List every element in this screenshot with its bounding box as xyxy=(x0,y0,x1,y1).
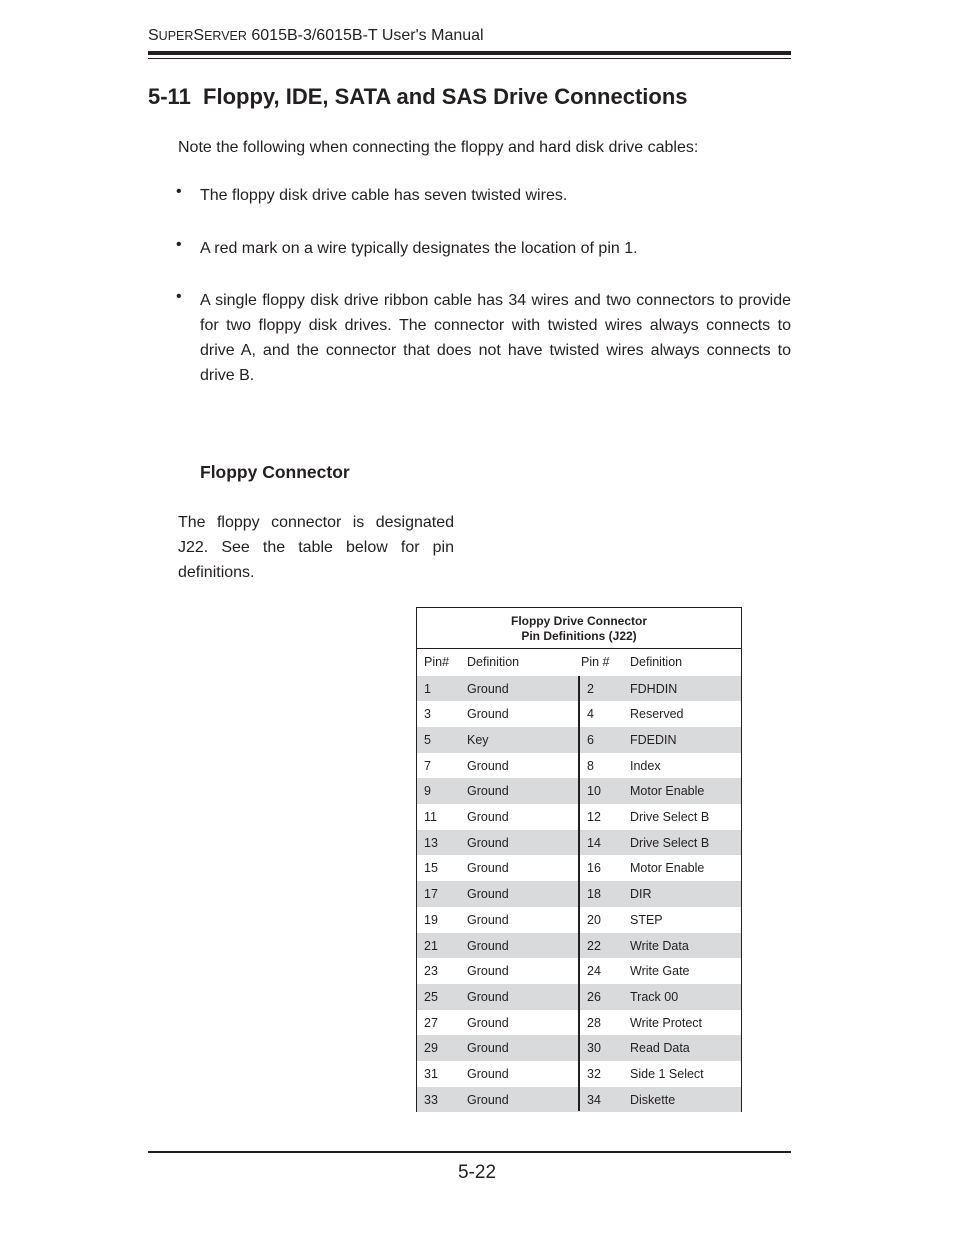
cell-pin-right: 4 xyxy=(587,707,594,722)
header-smallcaps-2: ERVER xyxy=(204,29,247,43)
header-pin-left: Pin# xyxy=(424,655,450,669)
bullet-marker-2: • xyxy=(176,236,182,253)
cell-definition-left: Ground xyxy=(467,758,509,773)
cell-definition-left: Ground xyxy=(467,707,509,722)
cell-pin-left: 31 xyxy=(424,1067,438,1081)
bullet-text-2: A red mark on a wire typically designates the location of pin 1. xyxy=(200,240,638,257)
section-title: 5-11 Floppy, IDE, SATA and SAS Drive Connections xyxy=(148,84,688,109)
table-header-row xyxy=(417,650,741,675)
bullet-marker-3: • xyxy=(176,288,182,305)
cell-pin-left: 17 xyxy=(424,887,438,902)
cell-pin-right: 14 xyxy=(587,835,601,850)
header-smallcaps-1: UPER xyxy=(158,29,194,43)
cell-pin-left: 15 xyxy=(424,861,438,876)
cell-definition-left: Ground xyxy=(467,989,509,1004)
header-rule-thick xyxy=(148,51,791,55)
cell-pin-right: 10 xyxy=(587,784,601,799)
header-rule-thin xyxy=(148,58,791,59)
pin-definitions-table xyxy=(416,607,742,1112)
header-definition-right: Definition xyxy=(630,655,683,669)
cell-pin-left: 27 xyxy=(424,1015,438,1030)
cell-pin-right: 6 xyxy=(587,732,594,747)
cell-pin-left: 11 xyxy=(424,810,437,824)
header-title-rest: 6015B-3/6015B-T User's Manual xyxy=(246,27,484,44)
cell-definition-left: Ground xyxy=(467,835,509,850)
cell-definition-right: Read Data xyxy=(630,1041,690,1056)
cell-pin-right: 12 xyxy=(587,810,601,824)
cell-pin-left: 13 xyxy=(424,835,438,850)
cell-definition-right: Track 00 xyxy=(630,989,679,1004)
cell-pin-left: 21 xyxy=(424,938,438,953)
cell-definition-left: Ground xyxy=(467,1015,509,1030)
cell-definition-right: Index xyxy=(630,758,661,773)
cell-definition-left: Key xyxy=(467,732,489,747)
cell-definition-right: FDEDIN xyxy=(630,732,677,747)
cell-pin-left: 9 xyxy=(424,784,431,799)
cell-definition-left: Ground xyxy=(467,861,509,876)
cell-pin-left: 7 xyxy=(424,758,431,773)
cell-definition-left: Ground xyxy=(467,810,509,824)
bullet-marker-1: • xyxy=(176,183,182,200)
cell-definition-right: Motor Enable xyxy=(630,784,705,799)
cell-definition-left: Ground xyxy=(467,938,509,953)
cell-pin-right: 32 xyxy=(587,1067,601,1081)
cell-definition-right: Drive Select B xyxy=(630,835,710,850)
cell-definition-right: STEP xyxy=(630,912,663,927)
cell-pin-right: 20 xyxy=(587,912,601,927)
cell-pin-right: 18 xyxy=(587,887,601,902)
header-definition-left: Definition xyxy=(467,655,520,669)
cell-definition-right: DIR xyxy=(630,887,652,902)
cell-pin-right: 26 xyxy=(587,989,601,1004)
cell-definition-right: Side 1 Select xyxy=(630,1067,704,1081)
cell-pin-left: 5 xyxy=(424,732,431,747)
header-cap-s2: S xyxy=(193,27,205,44)
cell-pin-left: 25 xyxy=(424,989,438,1004)
cell-definition-right: Write Data xyxy=(630,938,689,953)
cell-definition-left: Ground xyxy=(467,1092,509,1107)
cell-pin-left: 23 xyxy=(424,964,438,979)
cell-pin-right: 2 xyxy=(587,681,594,696)
cell-pin-right: 30 xyxy=(587,1041,601,1056)
running-header xyxy=(148,27,484,45)
cell-pin-left: 33 xyxy=(424,1092,438,1107)
cell-definition-right: Write Gate xyxy=(630,964,690,979)
cell-definition-right: Motor Enable xyxy=(630,861,705,876)
cell-definition-right: FDHDIN xyxy=(630,681,678,696)
table-caption-line2: Pin Definitions (J22) xyxy=(521,629,637,643)
cell-pin-right: 22 xyxy=(587,938,601,953)
table-caption xyxy=(417,608,741,649)
bullet-text-3: A single floppy disk drive ribbon cable has 34 wires and two connectors to provide for two floppy disk drives. The connector with twisted wires always connects to drive A, and the connector that does not have twisted wires always connects to drive B. xyxy=(200,292,791,384)
cell-definition-left: Ground xyxy=(467,912,509,927)
floppy-connector-title: Floppy Connector xyxy=(200,462,350,482)
cell-definition-left: Ground xyxy=(467,1067,509,1081)
cell-definition-right: Drive Select B xyxy=(630,810,710,824)
cell-definition-left: Ground xyxy=(467,784,509,799)
cell-definition-left: Ground xyxy=(467,964,509,979)
cell-definition-left: Ground xyxy=(467,1041,509,1056)
cell-pin-right: 8 xyxy=(587,758,594,773)
cell-definition-right: Write Protect xyxy=(630,1015,703,1030)
floppy-connector-text: The floppy connector is designated J22. See the table below for pin definitions. xyxy=(178,514,454,581)
intro-paragraph: Note the following when connecting the floppy and hard disk drive cables: xyxy=(178,139,699,156)
cell-pin-left: 1 xyxy=(424,681,431,696)
cell-definition-left: Ground xyxy=(467,681,509,696)
table-caption-line1: Floppy Drive Connector xyxy=(510,614,647,628)
cell-pin-right: 24 xyxy=(587,964,601,979)
cell-definition-right: Diskette xyxy=(630,1092,676,1107)
cell-definition-left: Ground xyxy=(467,887,509,902)
bullet-text-1: The floppy disk drive cable has seven twisted wires. xyxy=(200,187,568,204)
cell-pin-left: 19 xyxy=(424,912,438,927)
header-pin-right: Pin # xyxy=(581,655,610,669)
page-number: 5-22 xyxy=(457,1162,497,1183)
cell-definition-right: Reserved xyxy=(630,707,684,722)
cell-pin-left: 3 xyxy=(424,707,431,722)
cell-pin-right: 16 xyxy=(587,861,601,876)
header-cap-s1: S xyxy=(148,27,159,44)
column-divider xyxy=(578,676,580,1111)
cell-pin-right: 28 xyxy=(587,1015,601,1030)
cell-pin-left: 29 xyxy=(424,1041,438,1056)
footer-rule xyxy=(148,1151,791,1153)
cell-pin-right: 34 xyxy=(587,1092,601,1107)
